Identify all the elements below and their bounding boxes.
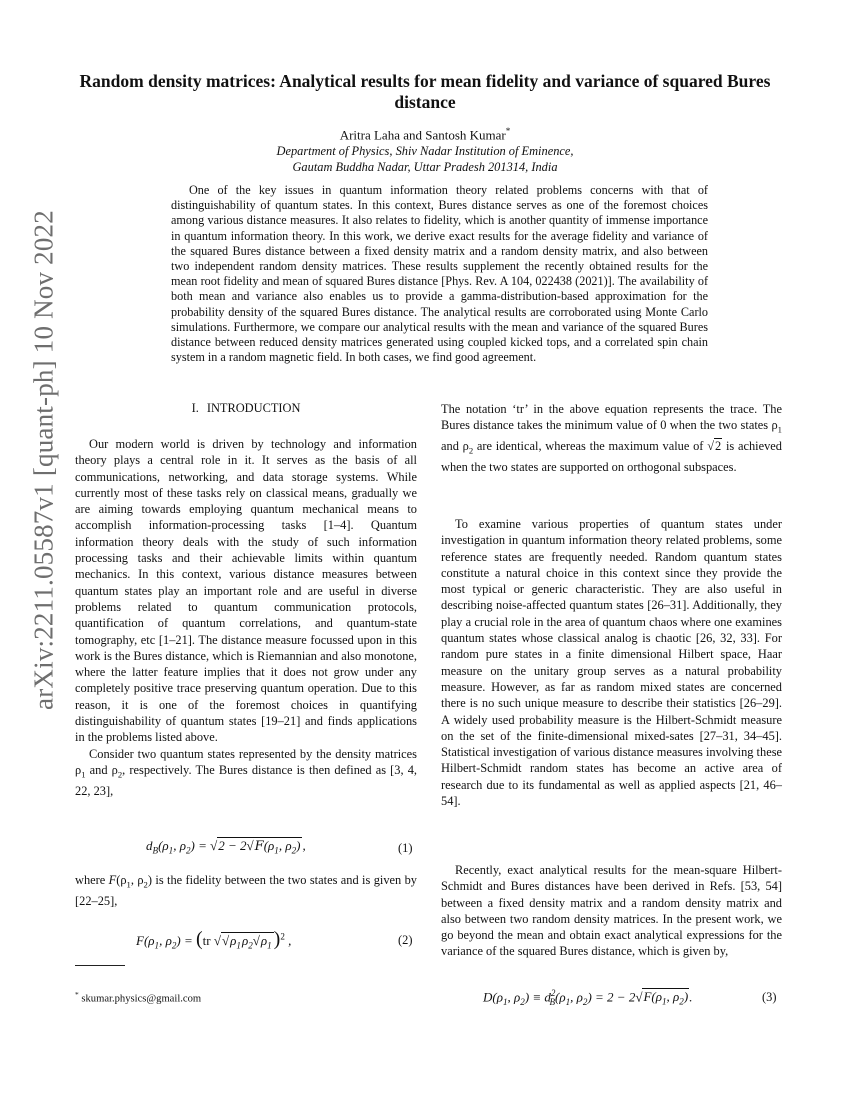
abstract: One of the key issues in quantum information theory related problems concerns with that of distinguishability of quantum states. In this context, Bures distance serves as one of the foremost choices among various distance measures. It also relates to fidelity, which is another quantity of immense importance in quantum information theory. In this work, we derive exact results for the average fidelity and variance of the squared Bures distance between a fixed density matrix and a random density matrix, and also between two independent random density matrices. These results supplement the recently obtained results for the mean root fidelity and mean of squared Bures distance [Phys. Rev. A 104, 022438 (2021)]. The availability of both mean and variance also enables us to provide a gamma-distribution-based approximation for the probability density of the squared Bures distance. The analytical results are corroborated using Monte Carlo simulations. Furthermore, we compare our analytical results with the mean and variance of the squared Bures distance between reduced density matrices generated using coupled kicked tops, and a correlated spin chain system in a random magnetic field. In both cases, we find good agreement.: [171, 183, 708, 365]
intro-paragraph-2: Consider two quantum states represented by the density matrices $\rho_1$ and $\rho_2$, respectively. The Bures distance is then defined as [3, 4, 22, 23],: [75, 746, 417, 798]
right-paragraph-1: The notation ‘tr’ in the above equation represents the trace. The Bures distance takes the minimum value of 0 when the two states $\rho_1$ and $\rho_2$ are identical, whereas the maximum value of √2 is achieved when the two states are supported on orthogonal subspaces.: [441, 402, 782, 474]
paper-title: Random density matrices: Analytical results for mean fidelity and variance of squared Bures distance: [79, 71, 771, 112]
equation-3: $D(\rho_1$, $\rho_2) \equiv d^2_B(\rho_1$, $\rho_2) = 2 - 2√F(\rho_1$, $\rho_2$).: [483, 988, 693, 1007]
arxiv-sidebar-stamp: [22, 210, 66, 710]
section-title: INTRODUCTION: [206, 401, 301, 415]
footnote-rule: [75, 965, 125, 966]
authors: [0, 126, 850, 143]
right-paragraph-2-block: [441, 516, 782, 809]
section-number: I.: [191, 401, 199, 415]
author-footnote-mark: *: [505, 126, 511, 136]
author-email: skumar.physics@gmail.com: [81, 993, 202, 1005]
fidelity-intro-block: [75, 872, 417, 909]
intro-paragraph-1-block: [75, 436, 417, 799]
affiliation: [0, 143, 850, 175]
author-names: Aritra Laha and Santosh Kumar: [339, 127, 506, 143]
equation-1-number: (1): [398, 841, 413, 855]
intro-paragraph-1: Our modern world is driven by technology and information theory plays a central role in it. It serves as the basis of all communications, networking, and data storage systems. While currently most of these tasks rely on classical means, gradually we are aiming towards employing quantum mechanical means to accomplish information-processing tasks [1–4]. Quantum information theory deals with the study of such information processing tasks and their achievable limits within quantum mechanics. In this context, various distance measures between quantum states play an important role and are useful in diverse problems related to quantum communication protocols, quantification of quantum correlations, and quantum-state tomography, etc [1–21]. The distance measure focussed upon in this work is the Bures distance, which is Riemannian and also monotone, where the latter feature implies that it does not grow under any completely positive trace preserving quantum operation. Due to this reason, it is one of the foremost choices in quantifying distinguishability of quantum states [19–21] and finds applications in the problems listed above.: [75, 437, 417, 745]
equation-2-number: (2): [398, 933, 413, 947]
right-paragraph-3: Recently, exact analytical results for the mean-square Hilbert-Schmidt and Bures distances have been derived in Refs. [53, 54] between a fixed density matrix and a random density matrix and also between two random density matrices. In the present work, we go beyond the mean and obtain exact analytical expressions for the variance of the squared Bures distance, which is given by,: [441, 863, 782, 959]
equation-1: $d_B(\rho_1$, $\rho_2) = √2 - 2√F(\rho_1$, $\rho_2$) ,: [146, 838, 306, 856]
right-paragraph-1-block: [441, 401, 782, 475]
affiliation-line-2: Gautam Buddha Nadar, Uttar Pradesh 201314, India: [292, 160, 558, 174]
equation-2: $F(\rho_1$, $\rho_2) = (tr$ $√√\rho_1\rho_2√\rho_1$ )$^2$ ,: [136, 928, 292, 951]
right-paragraph-2: To examine various properties of quantum states under investigation in quantum information theory related problems, some reference states are frequently needed. Random quantum states constitute a natural choice in this context since they provide the most typical or generic characteristic. They are also useful in describing noise-affected quantum states [26–31]. Additionally, they play a crucial role in the area of quantum chaos where one examines quantum states whose classical analog is chaotic [26, 32, 33]. For random pure states in a finite dimensional Hilbert space, Haar measure on the unitary group serves as a natural probability measure. However, as far as random mixed states are concerned there is no such unique measure to describe their statistics [26–29]. A widely used probability measure is the Hilbert-Schmidt measure on the set of the finite-dimensional mixed-sates [27–31, 34–45]. Statistical investigation of various distance measures involving these Hilbert-Schmidt random states has become an active area of research due to its fundamental as well as applied aspects [21, 46–54].: [441, 517, 783, 809]
equation-3-number: (3): [762, 990, 777, 1004]
affiliation-line-1: Department of Physics, Shiv Nadar Institution of Eminence,: [276, 144, 574, 158]
section-heading: [75, 401, 417, 416]
right-paragraph-3-block: [441, 862, 782, 960]
fidelity-intro: where $F(\rho_1$, $\rho_2$) is the fidelity between the two states and is given by [22–25],: [75, 873, 417, 908]
footnote: * skumar.physics@gmail.com: [75, 990, 202, 1005]
arxiv-id: arXiv:2211.05587v1 [quant-ph] 10 Nov 2022: [28, 210, 59, 710]
